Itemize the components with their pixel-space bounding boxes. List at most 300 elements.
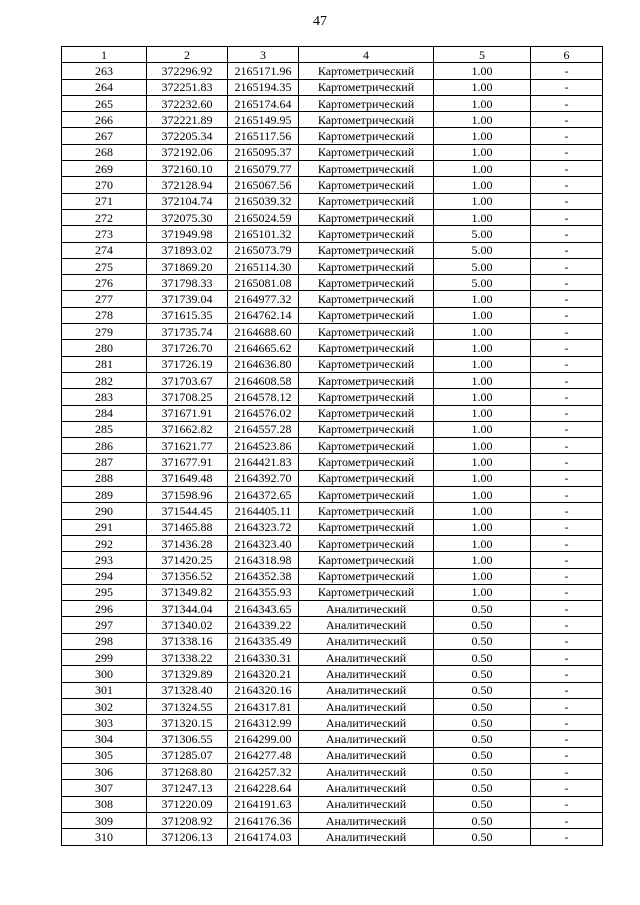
y-coordinate-cell: 2164977.32: [228, 291, 299, 307]
method-cell: Картометрический: [299, 144, 434, 160]
table-row: [62, 454, 603, 470]
table-row: [62, 601, 603, 617]
note-cell: -: [531, 698, 603, 714]
y-coordinate-cell: 2165117.56: [228, 128, 299, 144]
table-row: [62, 112, 603, 128]
x-coordinate-cell: 372205.34: [147, 128, 228, 144]
table-row: [62, 747, 603, 763]
method-cell: Картометрический: [299, 584, 434, 600]
point-number-cell: 279: [62, 324, 147, 340]
point-number-cell: 269: [62, 161, 147, 177]
point-number-cell: 285: [62, 421, 147, 437]
point-number-cell: 288: [62, 470, 147, 486]
x-coordinate-cell: 371285.07: [147, 747, 228, 763]
table-row: [62, 666, 603, 682]
note-cell: -: [531, 829, 603, 845]
x-coordinate-cell: 371649.48: [147, 470, 228, 486]
y-coordinate-cell: 2164523.86: [228, 438, 299, 454]
x-coordinate-cell: 371329.89: [147, 666, 228, 682]
note-cell: -: [531, 552, 603, 568]
point-number-cell: 295: [62, 584, 147, 600]
table-row: [62, 584, 603, 600]
accuracy-cell: 1.00: [434, 405, 531, 421]
accuracy-cell: 1.00: [434, 128, 531, 144]
accuracy-cell: 1.00: [434, 421, 531, 437]
table-row: [62, 405, 603, 421]
accuracy-cell: 1.00: [434, 79, 531, 95]
point-number-cell: 305: [62, 747, 147, 763]
y-coordinate-cell: 2164392.70: [228, 470, 299, 486]
column-header-1: 1: [62, 47, 147, 63]
table-row: [62, 568, 603, 584]
point-number-cell: 278: [62, 307, 147, 323]
accuracy-cell: 5.00: [434, 258, 531, 274]
point-number-cell: 289: [62, 487, 147, 503]
note-cell: -: [531, 731, 603, 747]
point-number-cell: 306: [62, 764, 147, 780]
x-coordinate-cell: 372251.83: [147, 79, 228, 95]
note-cell: -: [531, 209, 603, 225]
y-coordinate-cell: 2164688.60: [228, 324, 299, 340]
accuracy-cell: 1.00: [434, 324, 531, 340]
x-coordinate-cell: 371615.35: [147, 307, 228, 323]
note-cell: -: [531, 454, 603, 470]
note-cell: -: [531, 470, 603, 486]
x-coordinate-cell: 371208.92: [147, 812, 228, 828]
note-cell: -: [531, 161, 603, 177]
note-cell: -: [531, 177, 603, 193]
note-cell: -: [531, 95, 603, 111]
table-row: [62, 470, 603, 486]
method-cell: Картометрический: [299, 161, 434, 177]
note-cell: -: [531, 405, 603, 421]
note-cell: -: [531, 682, 603, 698]
y-coordinate-cell: 2165095.37: [228, 144, 299, 160]
x-coordinate-cell: 371598.96: [147, 487, 228, 503]
note-cell: -: [531, 487, 603, 503]
table-row: [62, 128, 603, 144]
table-row: [62, 617, 603, 633]
y-coordinate-cell: 2164174.03: [228, 829, 299, 845]
accuracy-cell: 0.50: [434, 666, 531, 682]
y-coordinate-cell: 2164405.11: [228, 503, 299, 519]
method-cell: Аналитический: [299, 747, 434, 763]
column-header-5: 5: [434, 47, 531, 63]
column-header-6: 6: [531, 47, 603, 63]
note-cell: -: [531, 242, 603, 258]
accuracy-cell: 1.00: [434, 503, 531, 519]
point-number-cell: 287: [62, 454, 147, 470]
method-cell: Аналитический: [299, 715, 434, 731]
table-row: [62, 372, 603, 388]
accuracy-cell: 1.00: [434, 535, 531, 551]
point-number-cell: 291: [62, 519, 147, 535]
point-number-cell: 303: [62, 715, 147, 731]
accuracy-cell: 1.00: [434, 95, 531, 111]
table-row: [62, 731, 603, 747]
y-coordinate-cell: 2164277.48: [228, 747, 299, 763]
accuracy-cell: 0.50: [434, 649, 531, 665]
accuracy-cell: 1.00: [434, 177, 531, 193]
note-cell: -: [531, 307, 603, 323]
x-coordinate-cell: 371340.02: [147, 617, 228, 633]
accuracy-cell: 1.00: [434, 291, 531, 307]
point-number-cell: 296: [62, 601, 147, 617]
note-cell: -: [531, 438, 603, 454]
y-coordinate-cell: 2164608.58: [228, 372, 299, 388]
table-row: [62, 307, 603, 323]
note-cell: -: [531, 79, 603, 95]
table-row: [62, 389, 603, 405]
accuracy-cell: 0.50: [434, 796, 531, 812]
table-row: [62, 144, 603, 160]
accuracy-cell: 0.50: [434, 715, 531, 731]
note-cell: -: [531, 112, 603, 128]
table-row: [62, 356, 603, 372]
table-row: [62, 161, 603, 177]
y-coordinate-cell: 2164257.32: [228, 764, 299, 780]
x-coordinate-cell: 371621.77: [147, 438, 228, 454]
accuracy-cell: 0.50: [434, 812, 531, 828]
accuracy-cell: 1.00: [434, 112, 531, 128]
x-coordinate-cell: 371344.04: [147, 601, 228, 617]
table-row: [62, 503, 603, 519]
y-coordinate-cell: 2164323.40: [228, 535, 299, 551]
accuracy-cell: 1.00: [434, 209, 531, 225]
table-row: [62, 258, 603, 274]
x-coordinate-cell: 372160.10: [147, 161, 228, 177]
point-number-cell: 267: [62, 128, 147, 144]
column-header-3: 3: [228, 47, 299, 63]
y-coordinate-cell: 2164762.14: [228, 307, 299, 323]
x-coordinate-cell: 371735.74: [147, 324, 228, 340]
y-coordinate-cell: 2164352.38: [228, 568, 299, 584]
table-row: [62, 829, 603, 845]
y-coordinate-cell: 2164320.16: [228, 682, 299, 698]
point-number-cell: 290: [62, 503, 147, 519]
table-row: [62, 812, 603, 828]
table-row: [62, 291, 603, 307]
x-coordinate-cell: 371677.91: [147, 454, 228, 470]
table-row: [62, 682, 603, 698]
method-cell: Аналитический: [299, 601, 434, 617]
table-row: [62, 487, 603, 503]
method-cell: Картометрический: [299, 503, 434, 519]
x-coordinate-cell: 372128.94: [147, 177, 228, 193]
accuracy-cell: 1.00: [434, 568, 531, 584]
point-number-cell: 286: [62, 438, 147, 454]
method-cell: Картометрический: [299, 63, 434, 79]
point-number-cell: 275: [62, 258, 147, 274]
note-cell: -: [531, 128, 603, 144]
page-number: 47: [313, 14, 327, 29]
accuracy-cell: 1.00: [434, 438, 531, 454]
y-coordinate-cell: 2164421.83: [228, 454, 299, 470]
table-row: [62, 421, 603, 437]
point-number-cell: 280: [62, 340, 147, 356]
point-number-cell: 281: [62, 356, 147, 372]
accuracy-cell: 1.00: [434, 584, 531, 600]
accuracy-cell: 1.00: [434, 144, 531, 160]
note-cell: -: [531, 324, 603, 340]
table-row: [62, 438, 603, 454]
point-number-cell: 294: [62, 568, 147, 584]
note-cell: -: [531, 568, 603, 584]
y-coordinate-cell: 2164339.22: [228, 617, 299, 633]
method-cell: Картометрический: [299, 535, 434, 551]
point-number-cell: 309: [62, 812, 147, 828]
method-cell: Картометрический: [299, 95, 434, 111]
y-coordinate-cell: 2164665.62: [228, 340, 299, 356]
accuracy-cell: 0.50: [434, 731, 531, 747]
accuracy-cell: 1.00: [434, 193, 531, 209]
x-coordinate-cell: 371949.98: [147, 226, 228, 242]
y-coordinate-cell: 2165171.96: [228, 63, 299, 79]
method-cell: Картометрический: [299, 519, 434, 535]
note-cell: -: [531, 633, 603, 649]
accuracy-cell: 0.50: [434, 764, 531, 780]
point-number-cell: 293: [62, 552, 147, 568]
table-row: [62, 649, 603, 665]
table-row: [62, 79, 603, 95]
point-number-cell: 282: [62, 372, 147, 388]
accuracy-cell: 0.50: [434, 698, 531, 714]
table-row: [62, 324, 603, 340]
y-coordinate-cell: 2164557.28: [228, 421, 299, 437]
point-number-cell: 276: [62, 275, 147, 291]
note-cell: -: [531, 519, 603, 535]
note-cell: -: [531, 812, 603, 828]
x-coordinate-cell: 371893.02: [147, 242, 228, 258]
coordinates-table: [61, 46, 603, 846]
note-cell: -: [531, 649, 603, 665]
point-number-cell: 299: [62, 649, 147, 665]
x-coordinate-cell: 371671.91: [147, 405, 228, 421]
point-number-cell: 307: [62, 780, 147, 796]
y-coordinate-cell: 2165149.95: [228, 112, 299, 128]
y-coordinate-cell: 2164320.21: [228, 666, 299, 682]
x-coordinate-cell: 372221.89: [147, 112, 228, 128]
note-cell: -: [531, 63, 603, 79]
method-cell: Картометрический: [299, 405, 434, 421]
accuracy-cell: 0.50: [434, 617, 531, 633]
y-coordinate-cell: 2165067.56: [228, 177, 299, 193]
x-coordinate-cell: 372296.92: [147, 63, 228, 79]
method-cell: Аналитический: [299, 731, 434, 747]
accuracy-cell: 1.00: [434, 307, 531, 323]
column-header-4: 4: [299, 47, 434, 63]
note-cell: -: [531, 144, 603, 160]
method-cell: Картометрический: [299, 226, 434, 242]
method-cell: Аналитический: [299, 764, 434, 780]
x-coordinate-cell: 371420.25: [147, 552, 228, 568]
method-cell: Картометрический: [299, 552, 434, 568]
note-cell: -: [531, 617, 603, 633]
y-coordinate-cell: 2164312.99: [228, 715, 299, 731]
point-number-cell: 274: [62, 242, 147, 258]
note-cell: -: [531, 780, 603, 796]
method-cell: Картометрический: [299, 487, 434, 503]
accuracy-cell: 1.00: [434, 519, 531, 535]
method-cell: Картометрический: [299, 193, 434, 209]
method-cell: Аналитический: [299, 649, 434, 665]
accuracy-cell: 1.00: [434, 372, 531, 388]
method-cell: Картометрический: [299, 389, 434, 405]
point-number-cell: 273: [62, 226, 147, 242]
y-coordinate-cell: 2164343.65: [228, 601, 299, 617]
x-coordinate-cell: 371320.15: [147, 715, 228, 731]
accuracy-cell: 5.00: [434, 226, 531, 242]
note-cell: -: [531, 258, 603, 274]
method-cell: Картометрический: [299, 177, 434, 193]
accuracy-cell: 1.00: [434, 161, 531, 177]
table-row: [62, 177, 603, 193]
method-cell: Картометрический: [299, 307, 434, 323]
y-coordinate-cell: 2164576.02: [228, 405, 299, 421]
point-number-cell: 270: [62, 177, 147, 193]
method-cell: Картометрический: [299, 275, 434, 291]
point-number-cell: 302: [62, 698, 147, 714]
accuracy-cell: 1.00: [434, 356, 531, 372]
method-cell: Аналитический: [299, 796, 434, 812]
y-coordinate-cell: 2164330.31: [228, 649, 299, 665]
y-coordinate-cell: 2165174.64: [228, 95, 299, 111]
accuracy-cell: 1.00: [434, 552, 531, 568]
method-cell: Аналитический: [299, 698, 434, 714]
accuracy-cell: 1.00: [434, 487, 531, 503]
y-coordinate-cell: 2164355.93: [228, 584, 299, 600]
accuracy-cell: 1.00: [434, 63, 531, 79]
table-row: [62, 552, 603, 568]
method-cell: Аналитический: [299, 633, 434, 649]
x-coordinate-cell: 371247.13: [147, 780, 228, 796]
method-cell: Картометрический: [299, 340, 434, 356]
accuracy-cell: 0.50: [434, 829, 531, 845]
point-number-cell: 264: [62, 79, 147, 95]
x-coordinate-cell: 371662.82: [147, 421, 228, 437]
note-cell: -: [531, 747, 603, 763]
method-cell: Картометрический: [299, 438, 434, 454]
x-coordinate-cell: 371349.82: [147, 584, 228, 600]
table-row: [62, 764, 603, 780]
note-cell: -: [531, 356, 603, 372]
y-coordinate-cell: 2165194.35: [228, 79, 299, 95]
method-cell: Аналитический: [299, 666, 434, 682]
method-cell: Аналитический: [299, 812, 434, 828]
y-coordinate-cell: 2164191.63: [228, 796, 299, 812]
method-cell: Картометрический: [299, 128, 434, 144]
method-cell: Картометрический: [299, 242, 434, 258]
note-cell: -: [531, 601, 603, 617]
method-cell: Аналитический: [299, 682, 434, 698]
point-number-cell: 292: [62, 535, 147, 551]
table-row: [62, 95, 603, 111]
x-coordinate-cell: 371220.09: [147, 796, 228, 812]
x-coordinate-cell: 371328.40: [147, 682, 228, 698]
y-coordinate-cell: 2164317.81: [228, 698, 299, 714]
method-cell: Картометрический: [299, 79, 434, 95]
x-coordinate-cell: 371869.20: [147, 258, 228, 274]
y-coordinate-cell: 2164323.72: [228, 519, 299, 535]
point-number-cell: 265: [62, 95, 147, 111]
y-coordinate-cell: 2165081.08: [228, 275, 299, 291]
y-coordinate-cell: 2164372.65: [228, 487, 299, 503]
table-row: [62, 63, 603, 79]
accuracy-cell: 1.00: [434, 470, 531, 486]
accuracy-cell: 0.50: [434, 601, 531, 617]
table-row: [62, 193, 603, 209]
method-cell: Картометрический: [299, 356, 434, 372]
method-cell: Картометрический: [299, 568, 434, 584]
y-coordinate-cell: 2165073.79: [228, 242, 299, 258]
x-coordinate-cell: 371324.55: [147, 698, 228, 714]
point-number-cell: 266: [62, 112, 147, 128]
method-cell: Картометрический: [299, 209, 434, 225]
table-row: [62, 275, 603, 291]
x-coordinate-cell: 371436.28: [147, 535, 228, 551]
method-cell: Аналитический: [299, 829, 434, 845]
note-cell: -: [531, 715, 603, 731]
method-cell: Картометрический: [299, 372, 434, 388]
note-cell: -: [531, 421, 603, 437]
x-coordinate-cell: 371708.25: [147, 389, 228, 405]
x-coordinate-cell: 371726.70: [147, 340, 228, 356]
x-coordinate-cell: 371726.19: [147, 356, 228, 372]
y-coordinate-cell: 2164318.98: [228, 552, 299, 568]
method-cell: Картометрический: [299, 470, 434, 486]
point-number-cell: 297: [62, 617, 147, 633]
y-coordinate-cell: 2165101.32: [228, 226, 299, 242]
accuracy-cell: 0.50: [434, 633, 531, 649]
point-number-cell: 271: [62, 193, 147, 209]
method-cell: Картометрический: [299, 324, 434, 340]
point-number-cell: 298: [62, 633, 147, 649]
table-row: [62, 796, 603, 812]
accuracy-cell: 5.00: [434, 275, 531, 291]
x-coordinate-cell: 371544.45: [147, 503, 228, 519]
y-coordinate-cell: 2165114.30: [228, 258, 299, 274]
table-header-row: [62, 47, 603, 63]
method-cell: Картометрический: [299, 258, 434, 274]
note-cell: -: [531, 372, 603, 388]
note-cell: -: [531, 275, 603, 291]
point-number-cell: 300: [62, 666, 147, 682]
accuracy-cell: 1.00: [434, 389, 531, 405]
point-number-cell: 277: [62, 291, 147, 307]
x-coordinate-cell: 372232.60: [147, 95, 228, 111]
x-coordinate-cell: 371268.80: [147, 764, 228, 780]
x-coordinate-cell: 371338.22: [147, 649, 228, 665]
note-cell: -: [531, 764, 603, 780]
table-row: [62, 698, 603, 714]
point-number-cell: 308: [62, 796, 147, 812]
note-cell: -: [531, 389, 603, 405]
accuracy-cell: 5.00: [434, 242, 531, 258]
method-cell: Аналитический: [299, 617, 434, 633]
note-cell: -: [531, 340, 603, 356]
point-number-cell: 301: [62, 682, 147, 698]
point-number-cell: 283: [62, 389, 147, 405]
method-cell: Картометрический: [299, 454, 434, 470]
note-cell: -: [531, 226, 603, 242]
note-cell: -: [531, 796, 603, 812]
table-row: [62, 209, 603, 225]
y-coordinate-cell: 2164176.36: [228, 812, 299, 828]
note-cell: -: [531, 503, 603, 519]
accuracy-cell: 1.00: [434, 340, 531, 356]
note-cell: -: [531, 291, 603, 307]
method-cell: Картометрический: [299, 112, 434, 128]
